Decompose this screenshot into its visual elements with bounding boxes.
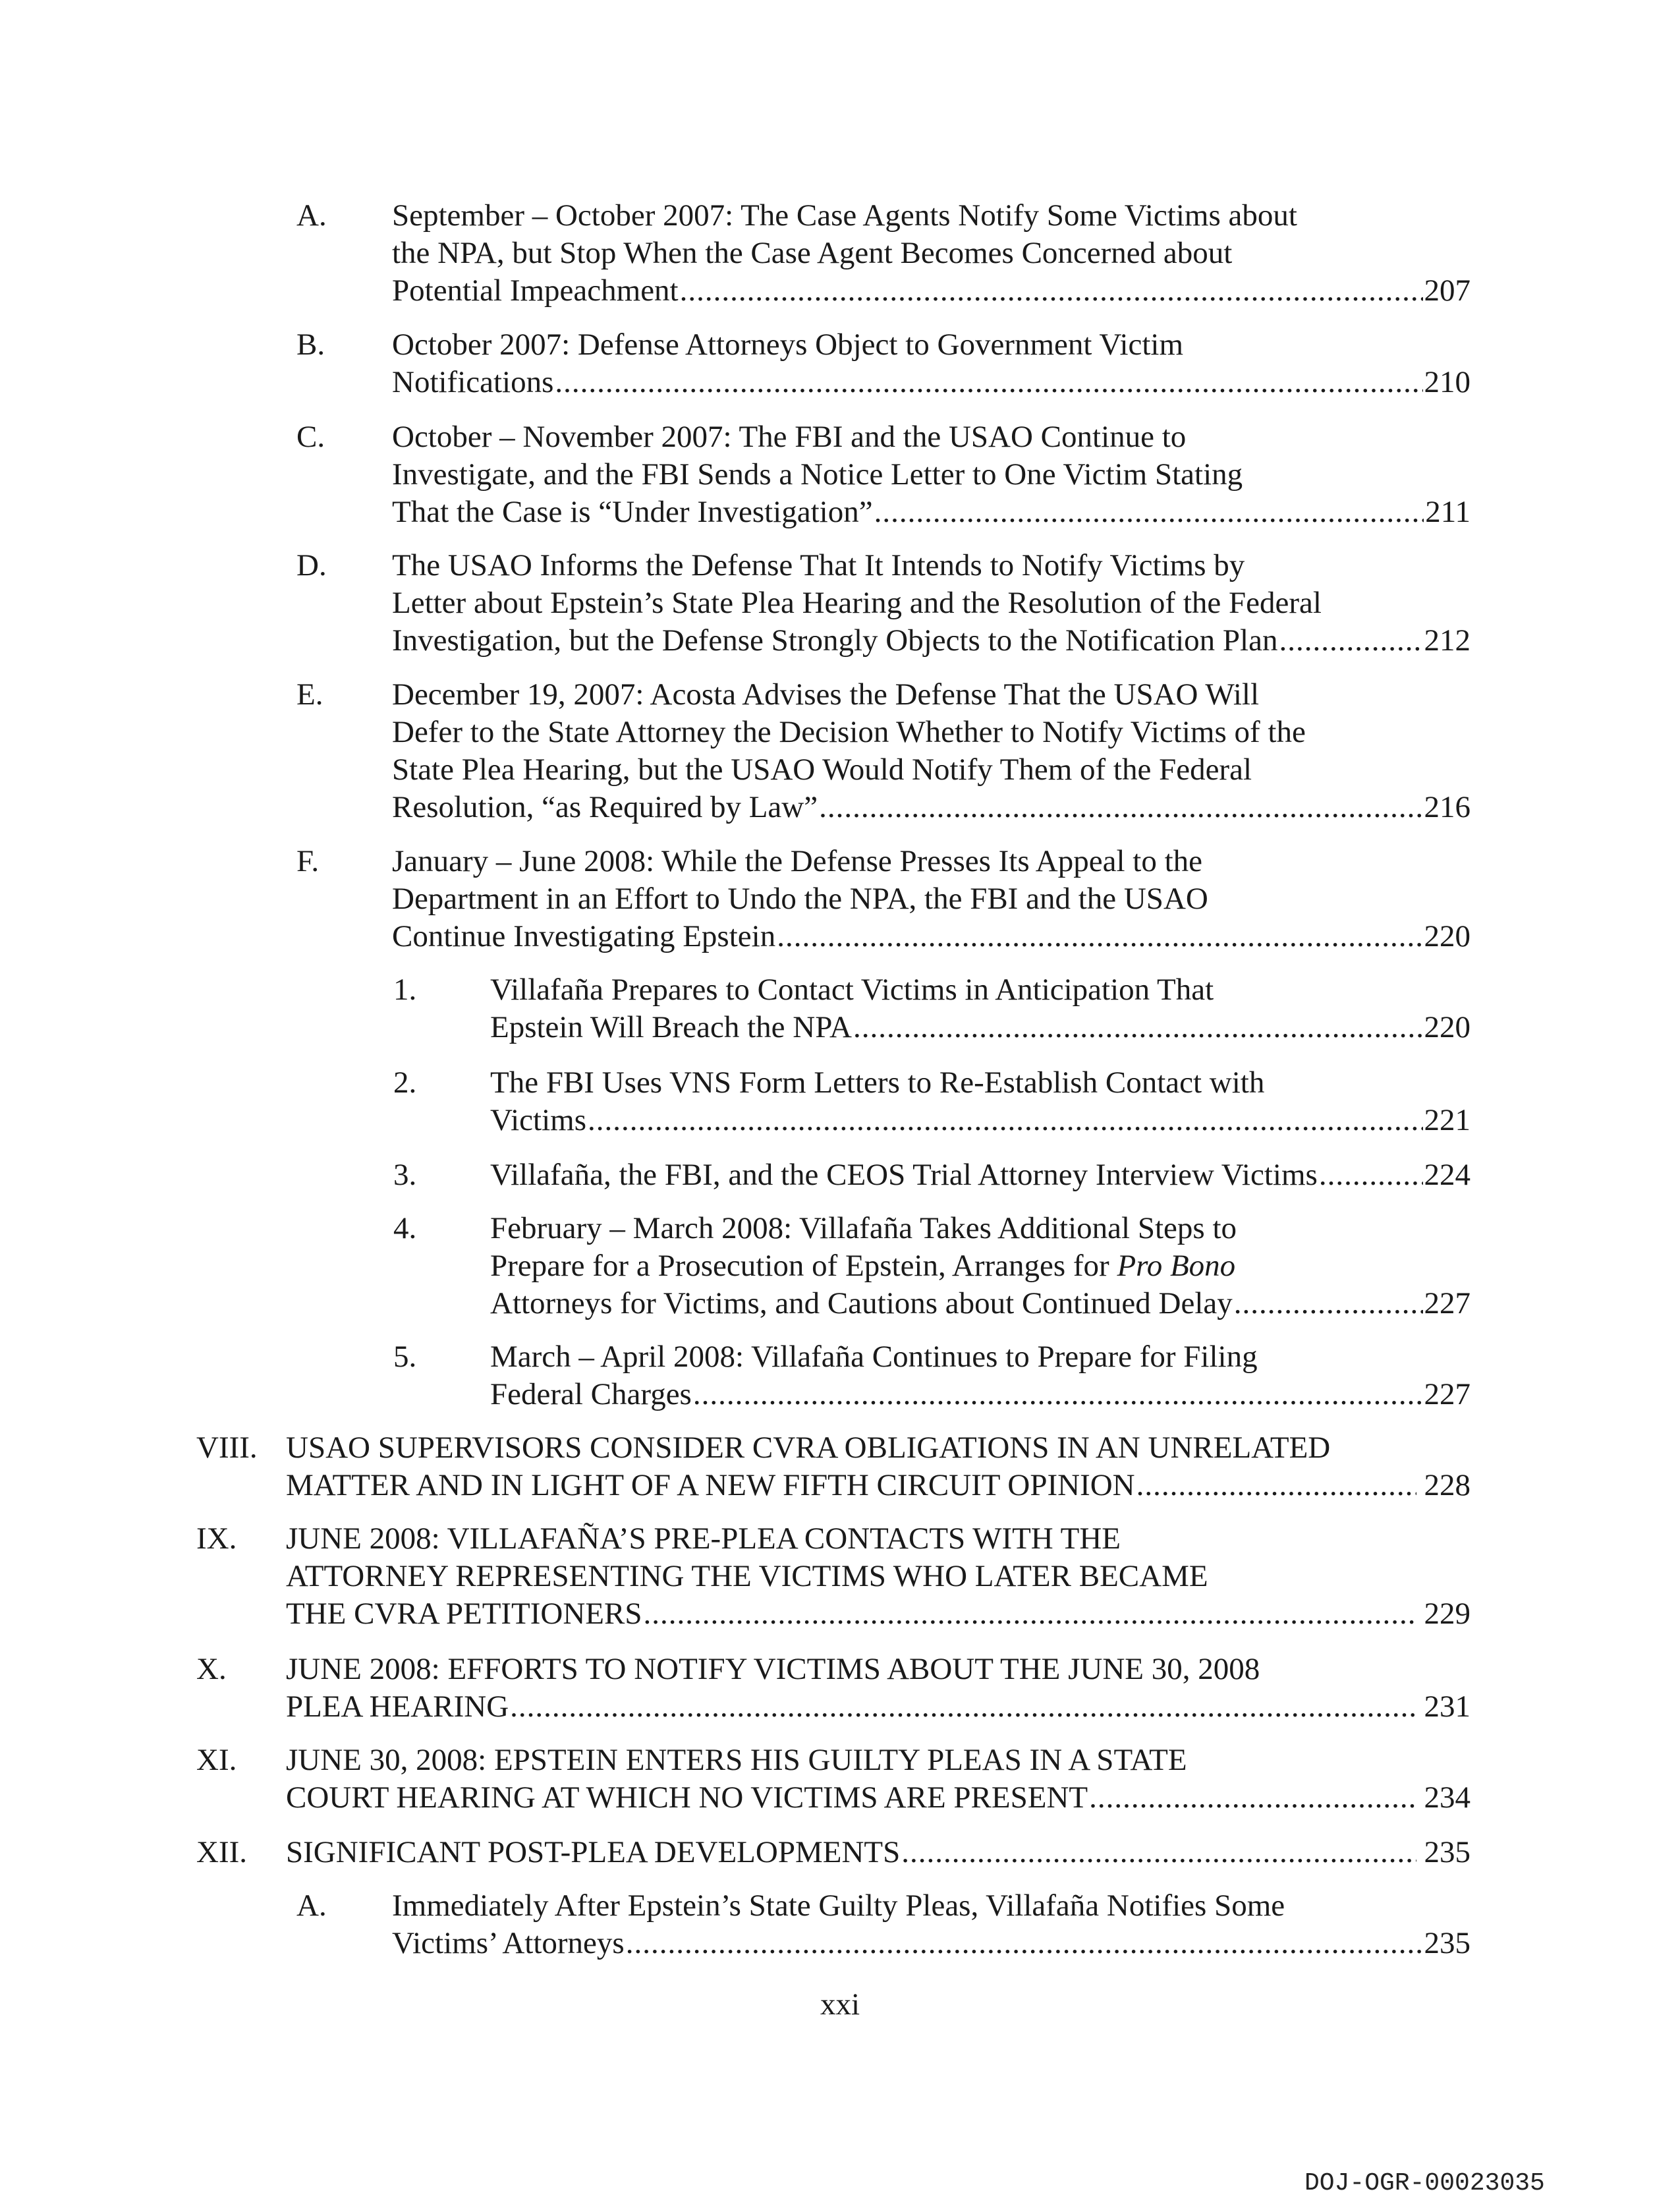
dot-leader: [555, 364, 1422, 401]
toc-entry-title: [286, 1742, 1470, 1817]
toc-entry-text: Victims: [490, 1103, 587, 1137]
bates-number: DOJ-OGR-00023035: [1304, 2169, 1545, 2198]
toc-entry-text: Continue Investigating Epstein: [392, 919, 776, 953]
toc-entry-line: [392, 235, 1470, 272]
toc-entry-line: [286, 1467, 1470, 1504]
toc-entry-text: Victims’ Attorneys: [392, 1926, 625, 1960]
toc-entry-text: Epstein Will Breach the NPA: [490, 1010, 852, 1044]
toc-entry-line: [490, 971, 1470, 1009]
toc-entry-label: A.: [296, 1888, 327, 1923]
toc-entry-label: D.: [296, 548, 327, 582]
dot-leader: [626, 1925, 1423, 1962]
dot-leader: [588, 1102, 1422, 1139]
toc-page-number: 210: [1424, 365, 1470, 399]
toc-entry-title: [286, 1651, 1470, 1726]
toc-entry-text: Federal Charges: [490, 1377, 692, 1411]
toc-entry-text: Attorneys for Victims, and Cautions about Continued Delay: [490, 1286, 1233, 1320]
toc-entry-label: 4.: [393, 1211, 417, 1245]
toc-entry-line: [286, 1834, 1470, 1871]
dot-leader: [693, 1376, 1423, 1413]
toc-entry-line: [286, 1742, 1470, 1779]
toc-entry-text: Letter about Epstein’s State Plea Hearing and the Resolution of the Federal: [392, 586, 1322, 620]
toc-page-number: 227: [1424, 1377, 1470, 1411]
toc-entry-line: [286, 1558, 1470, 1595]
toc-entry-title: [392, 326, 1470, 401]
toc-entry-text: October – November 2007: The FBI and the USAO Continue to: [392, 420, 1187, 454]
toc-entry-text: State Plea Hearing, but the USAO Would Notify Them of the Federal: [392, 752, 1252, 787]
toc-entry-text: Prepare for a Prosecution of Epstein, Arranges for: [490, 1249, 1117, 1283]
toc-page-number: 216: [1424, 790, 1470, 824]
dot-leader: [680, 272, 1423, 310]
toc-entry-line: [286, 1779, 1470, 1817]
toc-entry-label: X.: [196, 1652, 227, 1686]
toc-entry-title: [490, 1156, 1470, 1194]
toc-entry-label: 5.: [393, 1340, 417, 1374]
toc-entry-line: [392, 272, 1470, 310]
toc-entry-label: XI.: [196, 1743, 237, 1777]
toc-entry-line: [490, 1210, 1470, 1247]
toc-entry-title: [392, 197, 1470, 310]
toc-entry-text: USAO SUPERVISORS CONSIDER CVRA OBLIGATIONS IN AN UNRELATED: [286, 1431, 1331, 1465]
toc-entry-title: [286, 1429, 1470, 1504]
toc-entry-text: The USAO Informs the Defense That It Intends to Notify Victims by: [392, 548, 1245, 582]
toc-entry-label: XII.: [196, 1835, 247, 1869]
toc-entry-title: [392, 1887, 1470, 1962]
toc-entry-text: January – June 2008: While the Defense Presses Its Appeal to the: [392, 844, 1202, 878]
dot-leader: [1089, 1779, 1416, 1817]
toc-entry-line: [392, 418, 1470, 456]
toc-entry-label: IX.: [196, 1521, 237, 1556]
dot-leader: [901, 1834, 1416, 1871]
toc-entry-line: [392, 751, 1470, 789]
toc-entry-line: [392, 714, 1470, 751]
toc-entry-line: [392, 326, 1470, 364]
toc-entry-text: March – April 2008: Villafaña Continues to Prepare for Filing: [490, 1340, 1258, 1374]
toc-entry-text: MATTER AND IN LIGHT OF A NEW FIFTH CIRCUIT OPINION: [286, 1468, 1135, 1502]
toc-page-number: 220: [1424, 1010, 1470, 1044]
toc-entry-title: [286, 1834, 1470, 1871]
toc-entry-title: [490, 971, 1470, 1046]
toc-entry-text: JUNE 2008: EFFORTS TO NOTIFY VICTIMS ABOUT THE JUNE 30, 2008: [286, 1652, 1260, 1686]
toc-entry-text: October 2007: Defense Attorneys Object to Government Victim: [392, 327, 1184, 362]
toc-entry-text: The FBI Uses VNS Form Letters to Re-Establish Contact with: [490, 1065, 1265, 1100]
toc-entry-line: [490, 1338, 1470, 1376]
toc-page-number: 207: [1424, 273, 1470, 308]
toc-entry-line: [392, 843, 1470, 880]
toc-entry-text: Notifications: [392, 365, 554, 399]
toc-entry-line: [392, 197, 1470, 235]
toc-entry-label: F.: [296, 844, 320, 878]
toc-entry-line: [392, 364, 1470, 401]
toc-entry-line: [286, 1688, 1470, 1726]
toc-entry-text: Investigation, but the Defense Strongly Objects to the Notification Plan: [392, 623, 1278, 658]
toc-entry-line: [286, 1651, 1470, 1688]
toc-entry-line: [392, 547, 1470, 584]
toc-entry-title: [392, 547, 1470, 660]
toc-entry-label: A.: [296, 198, 327, 233]
toc-page-number: 235: [1424, 1926, 1470, 1960]
toc-entry-text: September – October 2007: The Case Agents Notify Some Victims about: [392, 198, 1297, 233]
toc-entry-text: Investigate, and the FBI Sends a Notice Letter to One Victim Stating: [392, 457, 1243, 492]
toc-entry-text: PLEA HEARING: [286, 1689, 509, 1724]
toc-entry-line: [392, 1925, 1470, 1962]
toc-entry-line: [286, 1520, 1470, 1558]
toc-entry-line: [286, 1429, 1470, 1467]
dot-leader: [1279, 622, 1422, 660]
toc-entry-line: [392, 494, 1470, 531]
toc-entry-line: [392, 880, 1470, 918]
toc-entry-line: [392, 676, 1470, 714]
toc-entry-line: [490, 1156, 1470, 1194]
toc-entry-line: [392, 456, 1470, 494]
toc-entry-text: JUNE 2008: VILLAFAÑA’S PRE-PLEA CONTACTS WITH THE: [286, 1521, 1121, 1556]
toc-entry-title: [392, 843, 1470, 955]
toc-entry-label: C.: [296, 420, 325, 454]
toc-entry-label: E.: [296, 677, 323, 712]
toc-entry-label: 1.: [393, 973, 417, 1007]
toc-page-number: 212: [1424, 623, 1470, 658]
toc-page-number: 229: [1424, 1597, 1470, 1631]
dot-leader: [1234, 1285, 1423, 1322]
toc-page-number: 235: [1424, 1835, 1470, 1869]
page-number: xxi: [820, 1987, 860, 2022]
toc-entry-text: THE CVRA PETITIONERS: [286, 1597, 642, 1631]
toc-entry-line: [392, 1887, 1470, 1925]
toc-entry-text: Department in an Effort to Undo the NPA, the FBI and the USAO: [392, 882, 1208, 916]
toc-entry-line: [392, 622, 1470, 660]
toc-entry-line: [392, 918, 1470, 955]
toc-page-number: 224: [1424, 1158, 1470, 1192]
dot-leader: [853, 1009, 1423, 1046]
dot-leader: [1136, 1467, 1416, 1504]
toc-page-number: 234: [1424, 1780, 1470, 1815]
toc-page-number: 231: [1424, 1689, 1470, 1724]
toc-entry-text: Villafaña Prepares to Contact Victims in Anticipation That: [490, 973, 1214, 1007]
toc-entry-text: Potential Impeachment: [392, 273, 679, 308]
toc-entry-text: December 19, 2007: Acosta Advises the Defense That the USAO Will: [392, 677, 1260, 712]
toc-entry-line: [490, 1009, 1470, 1046]
toc-entry-line: [490, 1247, 1470, 1285]
toc-entry-text: Defer to the State Attorney the Decision Whether to Notify Victims of the: [392, 715, 1306, 749]
toc-entry-line: [490, 1102, 1470, 1139]
toc-entry-text: ATTORNEY REPRESENTING THE VICTIMS WHO LATER BECAME: [286, 1559, 1208, 1593]
toc-entry-title: [490, 1338, 1470, 1413]
toc-entry-label: 3.: [393, 1158, 417, 1192]
toc-entry-text: February – March 2008: Villafaña Takes Additional Steps to: [490, 1211, 1237, 1245]
toc-entry-text: COURT HEARING AT WHICH NO VICTIMS ARE PRESENT: [286, 1780, 1088, 1815]
toc-page-number: 220: [1424, 919, 1470, 953]
dot-leader: [644, 1595, 1416, 1633]
toc-entry-italic: Pro Bono: [1117, 1249, 1236, 1283]
toc-entry-text: That the Case is “Under Investigation”: [392, 495, 873, 529]
toc-entry-text: the NPA, but Stop When the Case Agent Becomes Concerned about: [392, 236, 1233, 270]
toc-entry-label: B.: [296, 327, 325, 362]
toc-entry-label: VIII.: [196, 1431, 258, 1465]
dot-leader: [510, 1688, 1416, 1726]
dot-leader: [777, 918, 1422, 955]
toc-entry-text: Villafaña, the FBI, and the CEOS Trial Attorney Interview Victims: [490, 1158, 1318, 1192]
dot-leader: [874, 494, 1424, 531]
toc-entry-title: [490, 1064, 1470, 1139]
toc-entry-line: [490, 1285, 1470, 1322]
toc-entry-title: [392, 418, 1470, 531]
toc-entry-line: [490, 1064, 1470, 1102]
toc-entry-text: Resolution, “as Required by Law”: [392, 790, 818, 824]
toc-entry-title: [392, 676, 1470, 826]
toc-entry-text: Immediately After Epstein’s State Guilty Pleas, Villafaña Notifies Some: [392, 1888, 1285, 1923]
dot-leader: [1319, 1156, 1423, 1194]
toc-page-number: 228: [1424, 1468, 1470, 1502]
toc-entry-text: SIGNIFICANT POST-PLEA DEVELOPMENTS: [286, 1835, 901, 1869]
toc-entry-title: [490, 1210, 1470, 1322]
toc-entry-line: [286, 1595, 1470, 1633]
toc-page-number: 211: [1425, 495, 1470, 529]
toc-entry-line: [392, 584, 1470, 622]
toc-page-number: 227: [1424, 1286, 1470, 1320]
toc-entry-line: [392, 789, 1470, 826]
toc-entry-label: 2.: [393, 1065, 417, 1100]
toc-entry-title: [286, 1520, 1470, 1633]
toc-entry-text: JUNE 30, 2008: EPSTEIN ENTERS HIS GUILTY PLEAS IN A STATE: [286, 1743, 1187, 1777]
toc-entry-line: [490, 1376, 1470, 1413]
dot-leader: [819, 789, 1422, 826]
toc-page-number: 221: [1424, 1103, 1470, 1137]
